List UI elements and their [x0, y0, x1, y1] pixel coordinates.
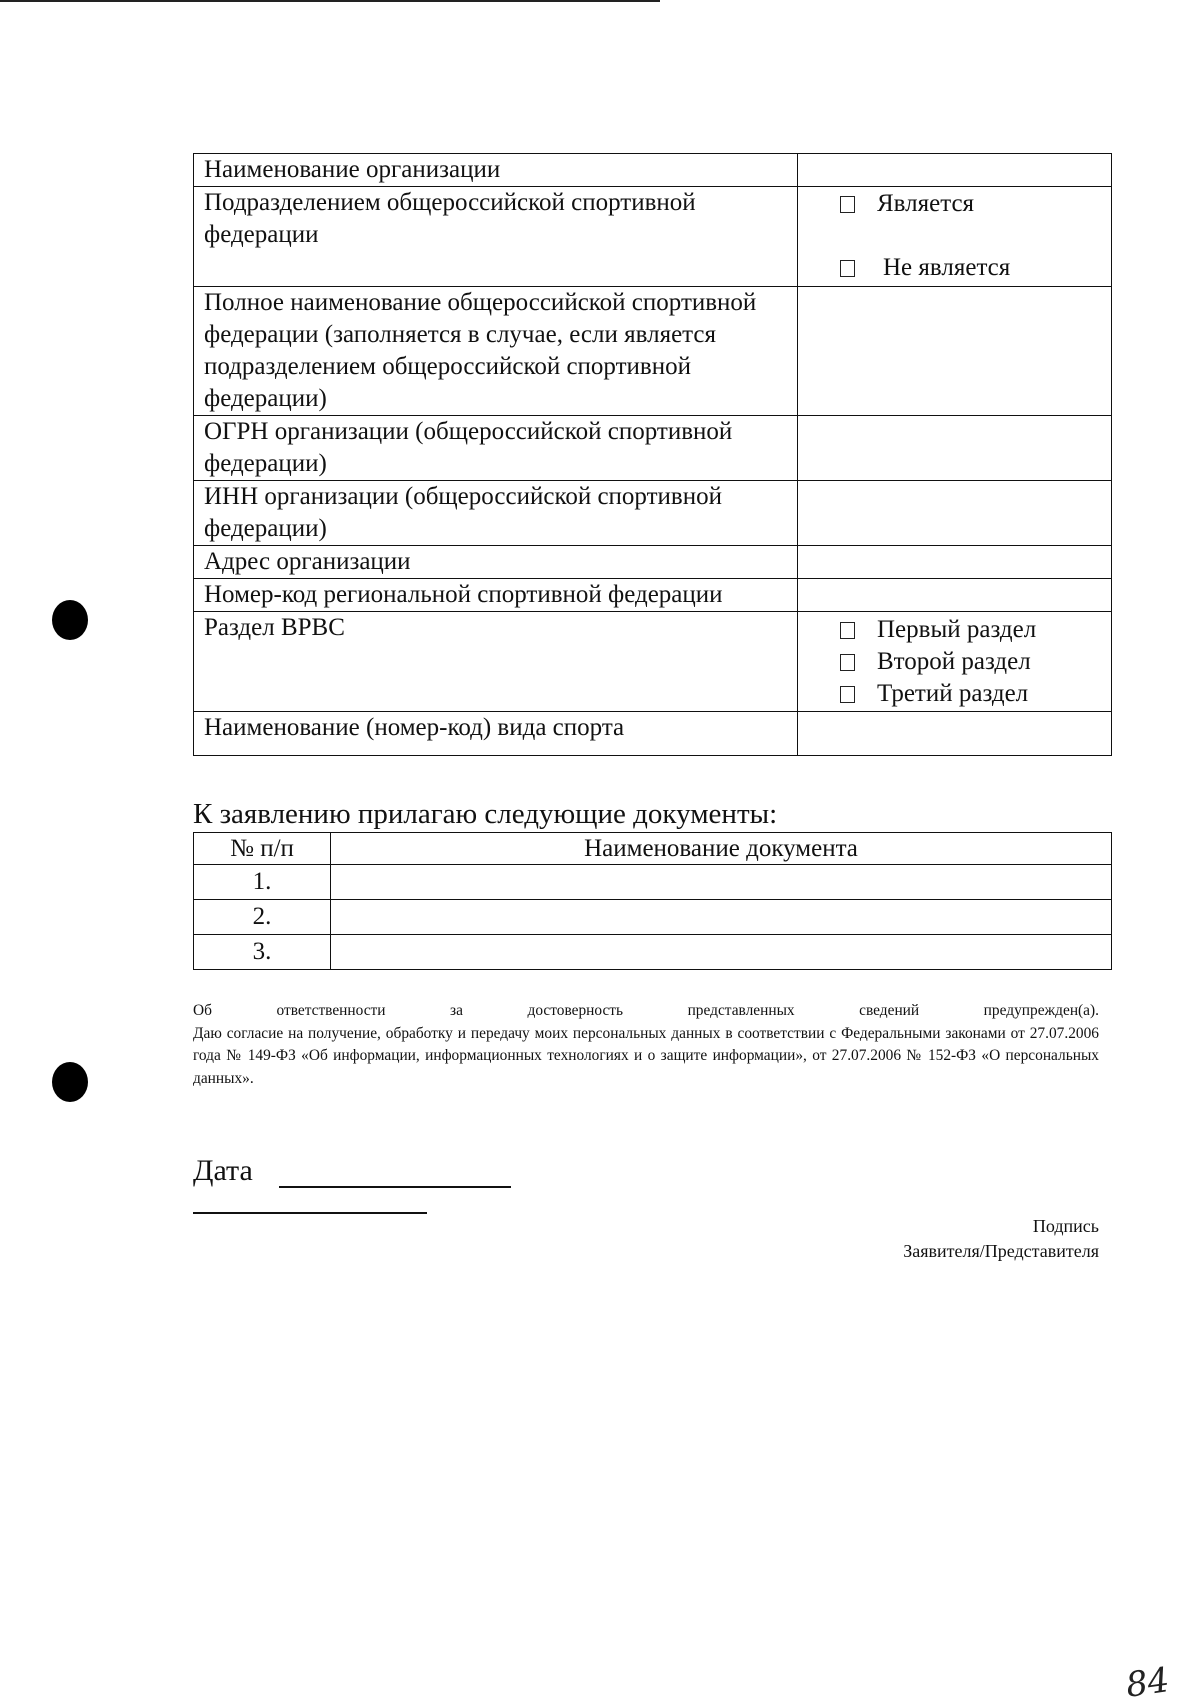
- option-label: Не является: [883, 254, 1011, 281]
- column-header-number: № п/п: [194, 833, 331, 865]
- signature-caption-line1: Подпись: [1032, 1216, 1099, 1236]
- table-row: [194, 865, 1112, 900]
- row-number: 1.: [194, 865, 331, 900]
- signature-caption: [903, 1214, 1099, 1264]
- field-value-sport-name[interactable]: [798, 712, 1112, 756]
- column-header-document-name: Наименование документа: [331, 833, 1112, 865]
- option-third-section[interactable]: [808, 678, 1101, 710]
- field-label: Наименование (номер-код) вида спорта: [194, 712, 798, 756]
- scan-edge-line: [0, 0, 660, 2]
- documents-heading: К заявлению прилагаю следующие документы:: [193, 798, 778, 830]
- option-label: Является: [877, 190, 975, 217]
- checkbox-icon[interactable]: [840, 260, 855, 277]
- field-label: Наименование организации: [194, 154, 798, 187]
- table-row: [194, 154, 1112, 187]
- table-row: [194, 579, 1112, 612]
- table-row: [194, 416, 1112, 481]
- table-row: [194, 546, 1112, 579]
- punch-hole: [52, 600, 88, 640]
- field-value-federation-full-name[interactable]: [798, 287, 1112, 416]
- option-first-section[interactable]: [808, 614, 1101, 646]
- field-label: Полное наименование общероссийской спортивной федерации (заполняется в случае, если является подразделением общероссийской спортивной федерации): [194, 287, 798, 416]
- checkbox-icon[interactable]: [840, 686, 855, 703]
- document-name-cell[interactable]: [331, 865, 1112, 900]
- consent-text: Даю согласие на получение, обработку и передачу моих персональных данных в соответствии с Федеральными законами от 27.07.2006 года № 149-ФЗ «Об информации, информационных технологиях и о защите информации», от 27.07.2006 № 152-ФЗ «О персональных данных».: [193, 1024, 1099, 1087]
- table-row: [194, 612, 1112, 712]
- field-value-inn[interactable]: [798, 481, 1112, 546]
- documents-table: [193, 832, 1112, 970]
- table-row: [194, 187, 1112, 287]
- field-label: ИНН организации (общероссийской спортивной федерации): [194, 481, 798, 546]
- signature-line[interactable]: [193, 1212, 427, 1214]
- option-label: Второй раздел: [877, 648, 1031, 675]
- field-label: Номер-код региональной спортивной федерации: [194, 579, 798, 612]
- organization-info-table: [193, 153, 1112, 756]
- consent-paragraph: [193, 1000, 1099, 1090]
- option-second-section[interactable]: [808, 646, 1101, 678]
- checkbox-icon[interactable]: [840, 654, 855, 671]
- date-input-line[interactable]: [279, 1186, 511, 1188]
- table-row: [194, 712, 1112, 756]
- document-name-cell[interactable]: [331, 900, 1112, 935]
- handwritten-page-number: 84: [1123, 1660, 1172, 1706]
- vrvs-section-options: [798, 612, 1112, 712]
- punch-hole: [52, 1062, 88, 1102]
- option-label: Третий раздел: [877, 680, 1029, 707]
- row-number: 3.: [194, 935, 331, 970]
- date-label: Дата: [193, 1154, 253, 1187]
- checkbox-icon[interactable]: [840, 196, 855, 213]
- signature-caption-line2: Заявителя/Представителя: [903, 1241, 1099, 1261]
- row-number: 2.: [194, 900, 331, 935]
- table-row: [194, 287, 1112, 416]
- field-label: Раздел ВРВС: [194, 612, 798, 712]
- table-row: [194, 900, 1112, 935]
- field-label: Подразделением общероссийской спортивной федерации: [194, 187, 798, 287]
- responsibility-line: Об ответственности за достоверность представленных сведений предупрежден(а).: [193, 1002, 1099, 1019]
- option-label: Первый раздел: [877, 616, 1037, 643]
- field-label: Адрес организации: [194, 546, 798, 579]
- table-header-row: [194, 833, 1112, 865]
- field-value-ogrn[interactable]: [798, 416, 1112, 481]
- table-row: [194, 481, 1112, 546]
- option-is-not[interactable]: [808, 252, 1101, 284]
- document-name-cell[interactable]: [331, 935, 1112, 970]
- federation-subdivision-options: [798, 187, 1112, 287]
- field-label: ОГРН организации (общероссийской спортивной федерации): [194, 416, 798, 481]
- field-value-address[interactable]: [798, 546, 1112, 579]
- table-row: [194, 935, 1112, 970]
- field-value-regional-code[interactable]: [798, 579, 1112, 612]
- option-is[interactable]: [808, 188, 1101, 220]
- field-value-organization-name[interactable]: [798, 154, 1112, 187]
- checkbox-icon[interactable]: [840, 622, 855, 639]
